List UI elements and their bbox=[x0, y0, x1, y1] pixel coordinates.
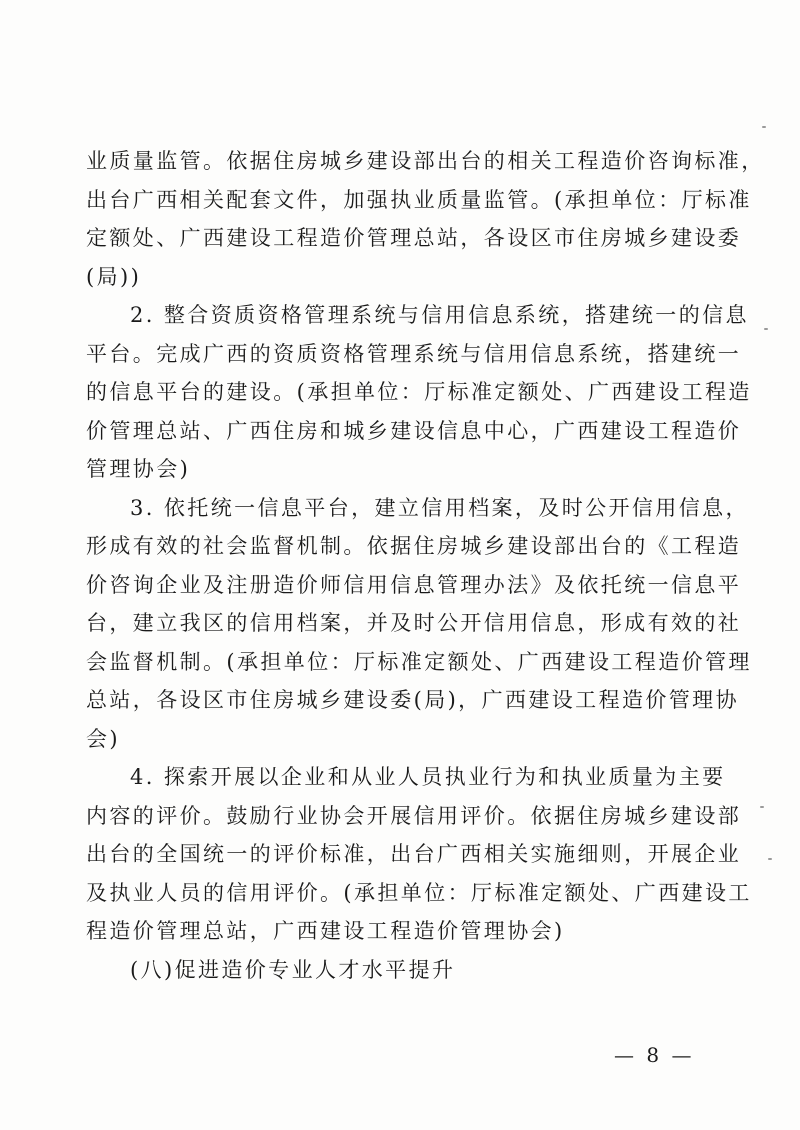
paragraph-item-4 bbox=[86, 758, 752, 951]
section-heading: (八)促进造价专业人才水平提升 bbox=[130, 957, 456, 982]
text-line: 2. 整合资质资格管理系统与信用信息系统，搭建统一的信息 bbox=[130, 303, 749, 327]
text-line: 程造价管理总站，广西建设工程造价管理协会) bbox=[86, 919, 565, 943]
text-line: 会监督机制。(承担单位：厅标准定额处、广西建设工程造价管理 bbox=[86, 649, 752, 674]
text-line: 定额处、广西建设工程造价管理总站，各设区市住房城乡建设委 bbox=[86, 226, 742, 250]
text-line: 价咨询企业及注册造价师信用信息管理办法》及依托统一信息平 bbox=[86, 572, 742, 597]
paragraph-item-2 bbox=[86, 296, 752, 489]
scan-speck bbox=[762, 126, 766, 128]
page-number: — 8 — bbox=[614, 1043, 695, 1067]
scan-speck bbox=[768, 858, 772, 860]
text-line: 及执业人员的信用评价。(承担单位：厅标准定额处、广西建设工 bbox=[86, 880, 752, 905]
paragraph-item-3 bbox=[86, 489, 752, 759]
paragraph-quality-supervision bbox=[86, 142, 765, 296]
scan-speck bbox=[764, 328, 768, 330]
text-line: 出台广西相关配套文件，加强执业质量监管。(承担单位：厅标准 bbox=[86, 187, 752, 212]
text-line: 的信息平台的建设。(承担单位：厅标准定额处、广西建设工程造 bbox=[86, 380, 752, 404]
text-line: 总站，各设区市住房城乡建设委(局)，广西建设工程造价管理协 bbox=[86, 688, 739, 712]
text-line: 管理协会) bbox=[86, 457, 191, 481]
text-line: 4. 探索开展以企业和从业人员执业行为和执业质量为主要 bbox=[130, 765, 726, 789]
scan-speck bbox=[760, 806, 764, 808]
text-line: 业质量监管。依据住房城乡建设部出台的相关工程造价咨询标准， bbox=[86, 149, 765, 173]
text-line: 内容的评价。鼓励行业协会开展信用评价。依据住房城乡建设部 bbox=[86, 803, 742, 828]
text-line: 台，建立我区的信用档案，并及时公开信用信息，形成有效的社 bbox=[86, 611, 742, 635]
document-body bbox=[86, 142, 765, 989]
text-line: 3. 依托统一信息平台，建立信用档案，及时公开信用信息， bbox=[130, 495, 749, 520]
text-line: 出台的全国统一的评价标准，出台广西相关实施细则，开展企业 bbox=[86, 842, 742, 866]
text-line: 平台。完成广西的资质资格管理系统与信用信息系统，搭建统一 bbox=[86, 341, 742, 366]
text-line: 形成有效的社会监督机制。依据住房城乡建设部出台的《工程造 bbox=[86, 534, 742, 558]
text-line: 会) bbox=[86, 726, 120, 751]
text-line: 价管理总站、广西住房和城乡建设信息中心，广西建设工程造价 bbox=[86, 418, 742, 443]
text-line: (局)) bbox=[86, 264, 142, 289]
